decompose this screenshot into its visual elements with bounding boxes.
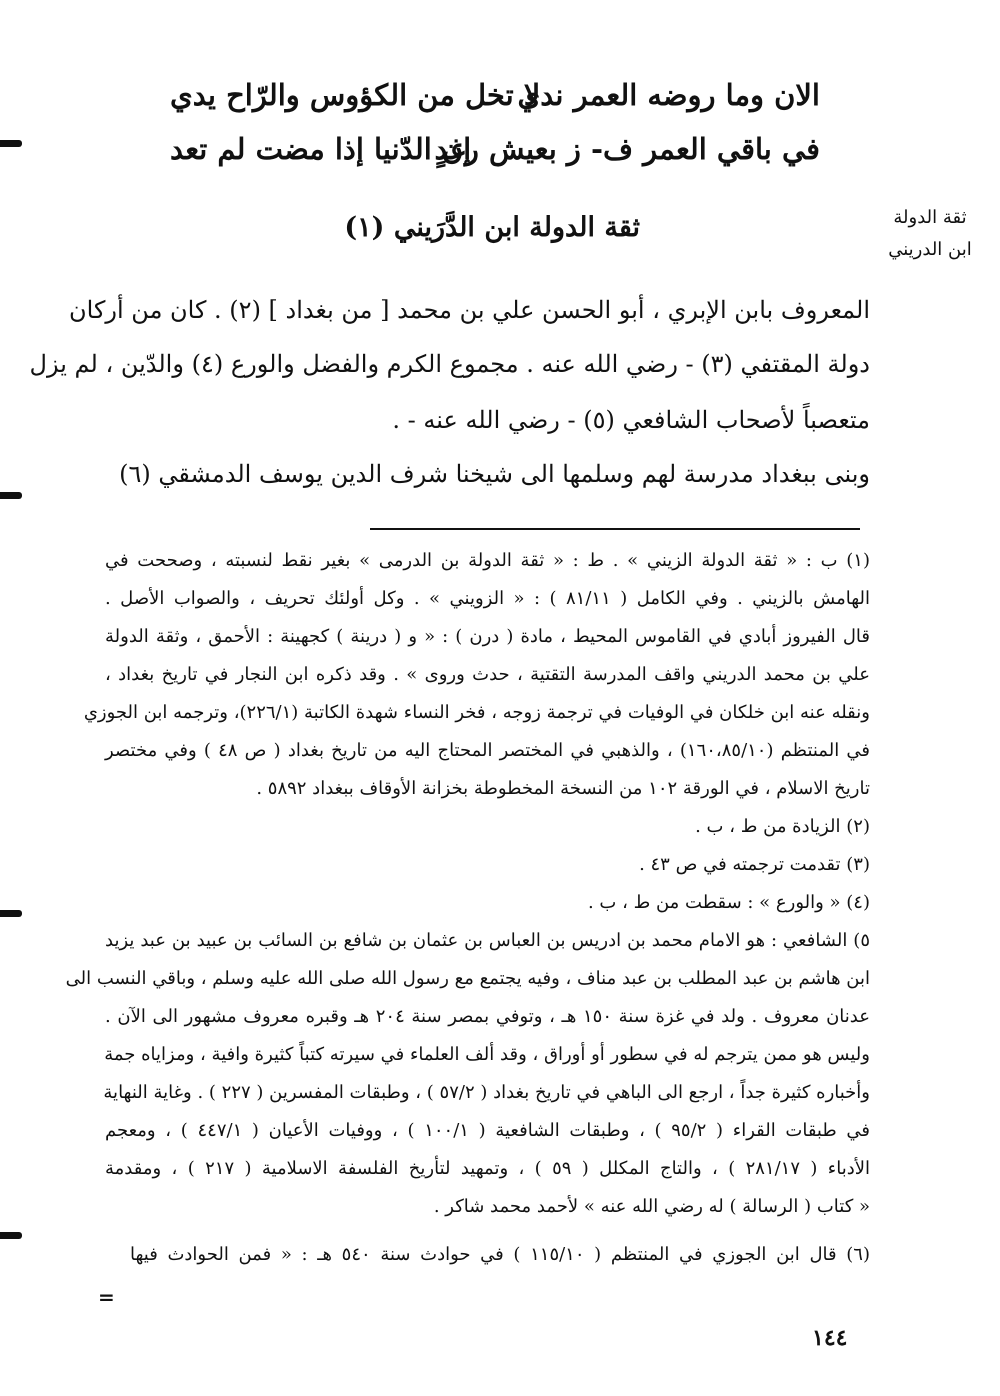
- footnote-line: الأدباء ( ٢٨١/١٧ ) ، والتاج المكلل ( ٥٩ ) ، وتمهيد لتأريخ الفلسفة الاسلامية ( ٢١٧ ) ، ومقدمة: [105, 1158, 870, 1179]
- body-line: متعصباً لأصحاب الشافعي (٥) - رضي الله عنه - .: [392, 406, 870, 434]
- footnote-line: « كتاب ( الرسالة ) له رضي الله عنه » لأحمد محمد شاكر .: [433, 1196, 870, 1217]
- footnote-line: في طبقات القراء ( ٩٥/٢ ) ، وطبقات الشافعية ( ١٠٠/١ ) ، ووفيات الأعيان ( ٤٤٧/١ ) ، ومعجم: [105, 1120, 870, 1141]
- verse-hemistich-right: في باقي العمر ف- ز بعيش رغدٍ: [434, 132, 820, 166]
- footnote-line: (٦) قال ابن الجوزي في المنتظم ( ١١٥/١٠ ) في حوادث سنة ٥٤٠ هـ : « فمن الحوادث فيها: [130, 1244, 870, 1265]
- footnote-line: قال الفيروز أبادي في القاموس المحيط ، مادة ( درن ) : « و ( درينة ) كجهينة : الأحمق ، وثقة الدولة: [105, 626, 870, 647]
- body-line: وبنى ببغداد مدرسة لهم وسلمها الى شيخنا شرف الدين يوسف الدمشقي (٦): [119, 460, 870, 488]
- verse-hemistich-right: الان وما روضه العمر ندي: [517, 78, 820, 112]
- footnote-line: الهامش بالزيني . وفي الكامل ( ٨١/١١ ) : « الزويني » . وكل أولئك تحريف ، والصواب الأصل .: [105, 588, 870, 609]
- margin-label-line: ثقة الدولة: [893, 207, 967, 228]
- footnote-line: ٥) الشافعي : هو الامام محمد بن ادريس بن العباس بن عثمان بن شافع بن السائب بن عبيد بن عبد يزيد: [105, 930, 870, 951]
- body-line: المعروف بابن الإبري ، أبو الحسن علي بن محمد [ من بغداد ] (٢) . كان من أركان: [69, 296, 870, 324]
- verse-hemistich-left: إن الدّنيا إذا مضت لم تعد: [170, 132, 472, 166]
- scan-edge-mark: [0, 910, 22, 917]
- verse-line: [170, 132, 820, 172]
- scan-edge-mark: [0, 492, 22, 499]
- margin-label-line: ابن الدريني: [888, 239, 972, 260]
- footnote-line: علي بن محمد الدريني واقف المدرسة التقتية ، حدث وروى » . وقد ذكره ابن النجار في تاريخ بغداد ،: [105, 664, 870, 685]
- footnote-line: (٣) تقدمت ترجمته في ص ٤٣ .: [639, 854, 870, 875]
- scan-edge-mark: [0, 140, 22, 147]
- footnote-line: وأخباره كثيرة جداً ، ارجع الى الباهي في تاريخ بغداد ( ٥٧/٢ ) ، وطبقات المفسرين ( ٢٢٧ ) . وغاية النهاية: [103, 1082, 870, 1103]
- footnote-separator: [370, 528, 860, 530]
- footnote-line: تاريخ الاسلام ، في الورقة ١٠٢ من النسخة المخطوطة بخزانة الأوقاف ببغداد ٥٨٩٢ .: [256, 778, 870, 799]
- verse-hemistich-left: لا تخل من الكؤوس والرّاح يدي: [170, 78, 541, 112]
- footnote-line: في المنتظم (١٦٠،٨٥/١٠) ، والذهبي في المختصر المحتاج اليه من تاريخ بغداد ( ص ٤٨ ) وفي مختصر: [105, 740, 870, 761]
- section-heading: ثقة الدولة ابن الدَّرَيني (١): [344, 212, 640, 243]
- footnote-line: عدنان معروف . ولد في غزة سنة ١٥٠ هـ ، وتوفي بمصر سنة ٢٠٤ هـ وقبره معروف مشهور الى الآن .: [105, 1006, 870, 1027]
- footnote-line: (٤) « والورع » : سقطت من ط ، ب .: [587, 892, 870, 913]
- margin-label: [860, 202, 1000, 266]
- continuation-mark: =: [98, 1285, 115, 1309]
- scan-edge-mark: [0, 1232, 22, 1239]
- footnote-line: (٢) الزيادة من ط ، ب .: [695, 816, 870, 837]
- footnote-line: ونقله عنه ابن خلكان في الوفيات في ترجمة زوجه ، فخر النساء شهدة الكاتبة (٢٢٦/١)، وترجمه ابن الجوزي: [83, 702, 870, 723]
- verse-line: [170, 78, 820, 118]
- footnote-line: (١) ب : « ثقة الدولة الزيني » . ط : « ثقة الدولة بن الدرمى » بغير نقط لنسبته ، وصححت في: [105, 550, 870, 571]
- body-line: دولة المقتفي (٣) - رضي الله عنه . مجموع الكرم والفضل والورع (٤) والدّين ، لم يزل: [29, 350, 870, 378]
- page-number: ١٤٤: [812, 1325, 848, 1351]
- footnote-line: وليس هو ممن يترجم له في سطور أو أوراق ، وقد ألف العلماء في سيرته كتباً كثيرة وافية ، ومزاياه جمة: [104, 1044, 870, 1065]
- footnote-line: ابن هاشم بن عبد المطلب بن عبد مناف ، وفيه يجتمع مع رسول الله صلى الله عليه وسلم ، وباقي النسب الى: [65, 968, 870, 989]
